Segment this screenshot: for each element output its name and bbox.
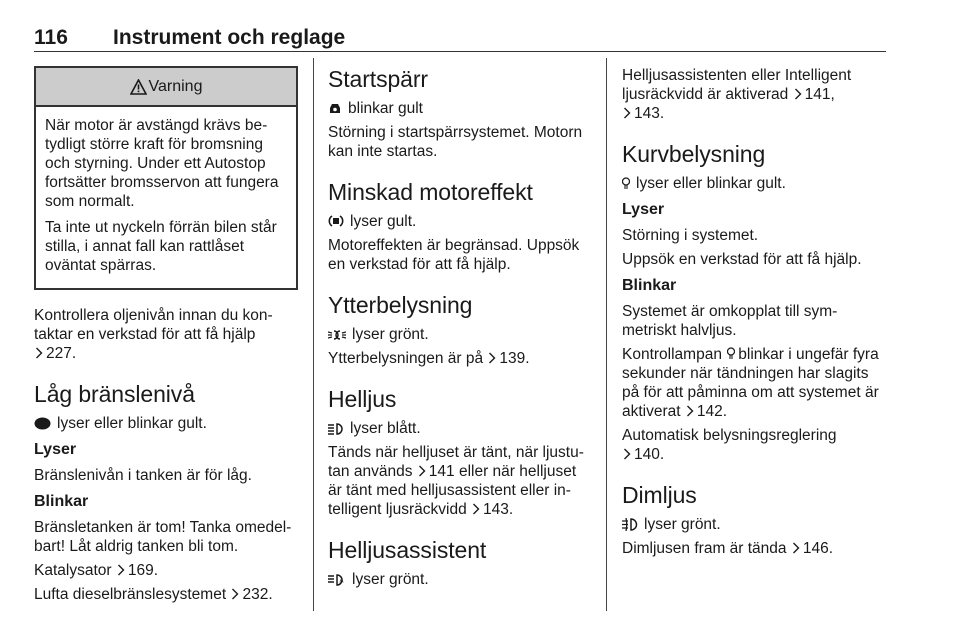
high-beam-status <box>328 419 594 438</box>
fog-ref: 146. <box>802 540 834 557</box>
catalyst-ref: 169. <box>127 562 159 579</box>
side-lights-paragraph <box>328 349 594 368</box>
high-beam-assist-icon <box>328 574 346 586</box>
cornering-blink-text-2a: Kontrollampan <box>622 346 722 363</box>
fog-heading: Dimljus <box>622 482 697 508</box>
high-beam-icon <box>328 423 344 435</box>
catalyst-text: Katalysator <box>34 562 112 579</box>
fuel-level-icon <box>34 417 51 430</box>
high-beam-assist-heading: Helljusassistent <box>328 537 487 563</box>
catalyst-paragraph <box>34 561 298 580</box>
high-beam-ref: 143. <box>483 501 514 518</box>
column-divider-2 <box>606 58 607 611</box>
assist-intro-paragraph <box>622 66 888 123</box>
column-divider-1 <box>313 58 314 611</box>
fog-paragraph <box>622 539 888 558</box>
fuel-status <box>34 414 298 433</box>
cornering-status <box>622 174 888 193</box>
cornering-blink-text-2b: blinkar i ungefär fyra sekunder när tändningen har slagits på för att påminna om att systemet är aktiverat <box>622 346 879 420</box>
bleed-paragraph <box>34 585 298 604</box>
page-title: Instrument och reglage <box>113 26 346 49</box>
cornering-blink-text-1: Systemet är omkopplat till sym-metriskt halvljus. <box>622 303 838 339</box>
warning-paragraph-1: När motor är avstängd krävs be-tydligt större kraft för bromsning och styrning. Under ett Autostop fortsätter bromsservon att fungera som normalt. <box>45 117 279 210</box>
fuel-status-text: lyser eller blinkar gult. <box>57 415 207 432</box>
reference-arrow-icon <box>472 503 480 515</box>
reference-arrow-icon <box>35 347 43 359</box>
assist-intro-ref-a: 141, <box>804 86 835 103</box>
oil-text: Kontrollera oljenivån innan du kon-taktar en verkstad för att få hjälp <box>34 307 273 343</box>
fuel-heading: Låg bränslenivå <box>34 381 195 407</box>
reference-arrow-icon <box>792 542 800 554</box>
cornering-status-text: lyser eller blinkar gult. <box>636 175 786 192</box>
column-2 <box>328 66 594 594</box>
immobiliser-text: Störning i startspärrsystemet. Motorn kan inte startas. <box>328 124 583 160</box>
reference-arrow-icon <box>418 465 426 477</box>
reduced-engine-power-icon <box>328 214 344 228</box>
side-lights-text: Ytterbelysningen är på <box>328 350 484 367</box>
high-beam-assist-status <box>328 570 594 589</box>
reference-arrow-icon <box>117 564 125 576</box>
auto-level-text: Automatisk belysningsreglering <box>622 427 837 444</box>
reduced-power-status-text: lyser gult. <box>350 213 417 230</box>
warning-box <box>34 66 298 290</box>
bleed-ref: 232. <box>242 586 273 603</box>
page-header <box>34 26 886 52</box>
high-beam-text: Tänds när helljuset är tänt, när ljustu-tan används <box>328 444 584 480</box>
oil-ref: 227. <box>46 345 77 362</box>
reference-arrow-icon <box>623 448 631 460</box>
high-beam-status-text: lyser blått. <box>350 420 421 437</box>
side-lights-icon <box>328 329 346 341</box>
side-lights-ref: 139. <box>499 350 530 367</box>
high-beam-paragraph <box>328 443 594 519</box>
cornering-heading: Kurvbelysning <box>622 141 766 167</box>
fuel-blink-text: Bränsletanken är tom! Tanka omedel-bart! Låt aldrig tanken bli tom. <box>34 519 292 555</box>
cornering-light-icon <box>622 177 630 190</box>
side-lights-status <box>328 325 594 344</box>
cornering-lit-text-2: Uppsök en verkstad för att få hjälp. <box>622 251 862 268</box>
warning-triangle-icon <box>130 79 147 95</box>
reference-arrow-icon <box>794 88 802 100</box>
immobiliser-status <box>328 99 594 118</box>
high-beam-ref-text: 141 eller när helljuset är tänt med helljusassistent eller in-telligent ljusräckvidd <box>328 463 577 518</box>
cornering-blink-ref: 142. <box>696 403 728 420</box>
reduced-power-status <box>328 212 594 231</box>
fuel-lit-heading: Lyser <box>34 441 77 458</box>
fuel-blink-heading: Blinkar <box>34 493 89 510</box>
side-lights-heading: Ytterbelysning <box>328 292 473 318</box>
svg-text:A: A <box>339 578 344 585</box>
fog-text: Dimljusen fram är tända <box>622 540 787 557</box>
immobiliser-heading: Startspärr <box>328 66 428 92</box>
side-lights-status-text: lyser grönt. <box>352 326 429 343</box>
warning-body <box>36 107 296 288</box>
cornering-light-icon <box>727 347 735 360</box>
fuel-lit-text: Bränslenivån i tanken är för låg. <box>34 467 252 484</box>
cornering-blink-heading: Blinkar <box>622 277 677 294</box>
cornering-lit-heading: Lyser <box>622 201 665 218</box>
auto-level-ref: 140. <box>634 446 665 463</box>
high-beam-assist-status-text: lyser grönt. <box>352 571 429 588</box>
warning-header <box>36 68 296 107</box>
reduced-power-heading: Minskad motoreffekt <box>328 179 533 205</box>
reference-arrow-icon <box>231 588 239 600</box>
column-1 <box>34 66 298 609</box>
column-3 <box>622 66 888 563</box>
cornering-lit-text-1: Störning i systemet. <box>622 227 759 244</box>
immobiliser-car-key-icon <box>328 102 342 115</box>
reduced-power-text: Motoreffekten är begränsad. Uppsök en verkstad för att få hjälp. <box>328 237 580 273</box>
immobiliser-status-text: blinkar gult <box>348 100 423 117</box>
assist-intro-text: Helljusassistenten eller Intelligent ljusräckvidd är aktiverad <box>622 67 852 103</box>
reference-arrow-icon <box>623 107 631 119</box>
warning-paragraph-2: Ta inte ut nyckeln förrän bilen står stilla, i annat fall kan rattlåset oväntat spärras. <box>45 219 277 274</box>
reference-arrow-icon <box>488 352 496 364</box>
fog-status-text: lyser grönt. <box>644 516 721 533</box>
high-beam-heading: Helljus <box>328 386 397 412</box>
cornering-blink-paragraph <box>622 345 888 421</box>
fog-status <box>622 515 888 534</box>
front-fog-light-icon <box>622 518 638 531</box>
bleed-text: Lufta dieselbränslesystemet <box>34 586 227 603</box>
warning-title: Varning <box>148 78 203 95</box>
oil-paragraph <box>34 306 298 363</box>
page-number: 116 <box>34 26 68 49</box>
auto-level-paragraph <box>622 426 888 464</box>
assist-intro-ref-b: 143. <box>634 105 665 122</box>
reference-arrow-icon <box>686 405 694 417</box>
